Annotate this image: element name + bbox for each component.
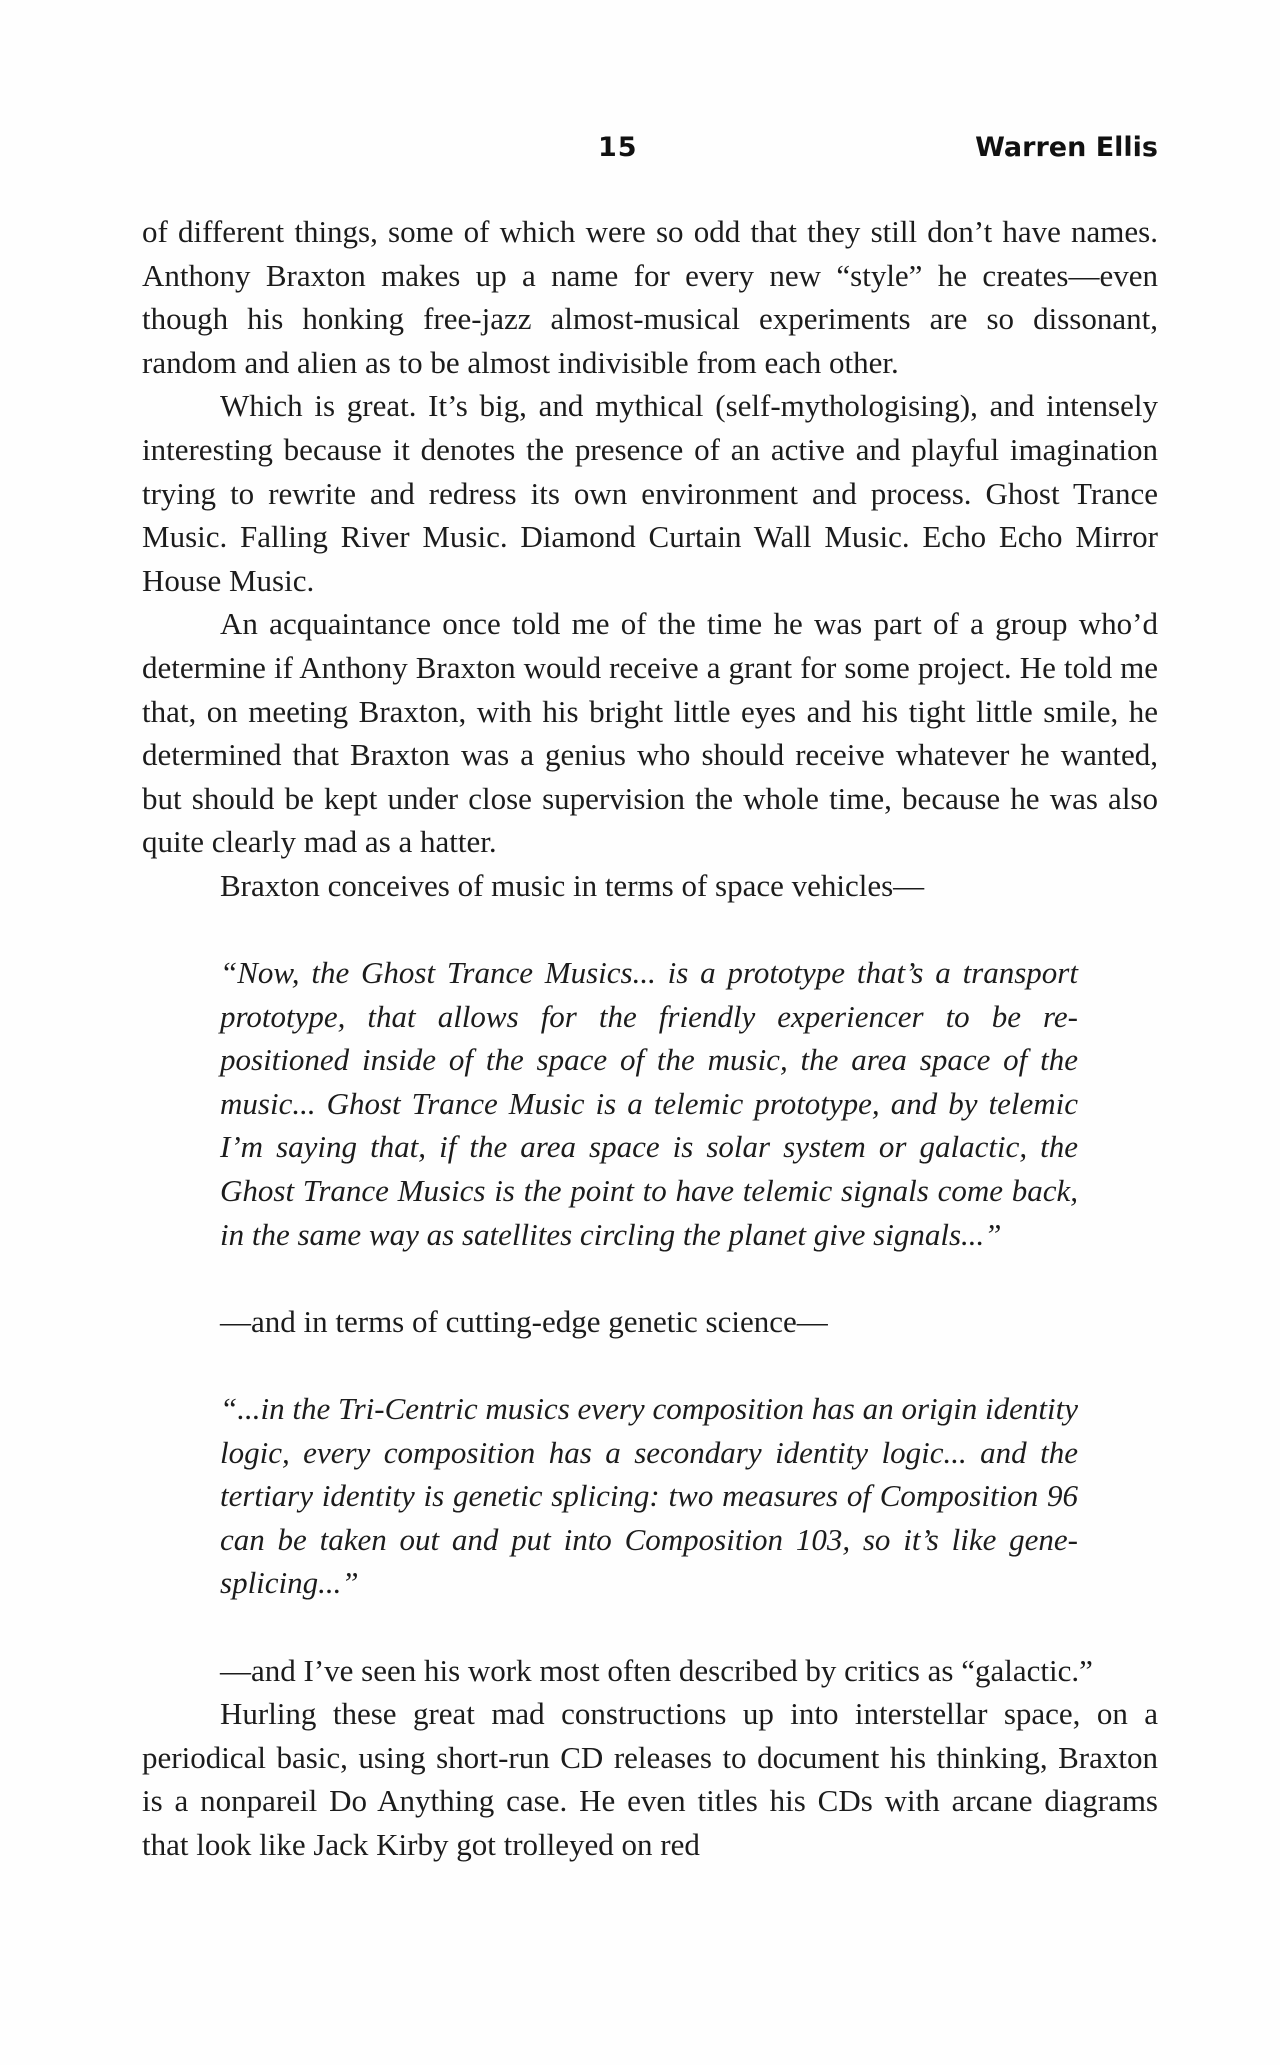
paragraph: Hurling these great mad constructions up into interstellar space, on a periodical basic, using short-run CD releases to document his thinking, Braxton is a nonpareil Do Anything case. He even titles his CDs with arcane diagrams that look like Jack Kirby got trolleyed on red bbox=[142, 1696, 1158, 1862]
paragraph: Which is great. It’s big, and mythical (self-mythologising), and intensely interesting because it denotes the presence of an active and playful imagination trying to rewrite and redress its own environment and process. Ghost Trance Music. Falling River Music. Diamond Curtain Wall Music. Echo Echo Mirror House Music. bbox=[142, 388, 1158, 598]
paragraph: —and in terms of cutting-edge genetic science— bbox=[220, 1303, 828, 1339]
page-number: 15 bbox=[598, 132, 638, 163]
running-head bbox=[142, 128, 1158, 172]
paragraph: Braxton conceives of music in terms of space vehicles— bbox=[220, 867, 925, 903]
block-quote: “Now, the Ghost Trance Musics... is a prototype that’s a transport prototype, that allows for the friendly experiencer to be re-positioned inside of the space of the music, the area space of the music... Ghost Trance Music is a telemic prototype, and by telemic I’m saying that, if the area space is solar system or galactic, the Ghost Trance Musics is the point to have telemic signals come back, in the same way as satellites circling the planet give signals...” bbox=[220, 955, 1078, 1252]
author-name: Warren Ellis bbox=[975, 132, 1158, 163]
paragraph: —and I’ve seen his work most often described by critics as “galactic.” bbox=[220, 1652, 1093, 1688]
block-quote: “...in the Tri-Centric musics every composition has an origin identity logic, every composition has a secondary identity logic... and the tertiary identity is genetic splicing: two measures of Composition 96 can be taken out and put into Composition 103, so it’s like gene-splicing...” bbox=[220, 1391, 1078, 1601]
paragraph-continuation: of different things, some of which were so odd that they still don’t have names. Anthony Braxton makes up a name for every new “style” he creates—even though his honking free-jazz almost-musical experiments are so dissonant, random and alien as to be almost indivisible from each other. bbox=[142, 214, 1158, 380]
body-text bbox=[142, 210, 1158, 1867]
paragraph: An acquaintance once told me of the time he was part of a group who’d determine if Anthony Braxton would receive a grant for some project. He told me that, on meeting Braxton, with his bright little eyes and his tight little smile, he determined that Braxton was a genius who should receive whatever he wanted, but should be kept under close supervision the whole time, because he was also quite clearly mad as a hatter. bbox=[142, 606, 1158, 860]
